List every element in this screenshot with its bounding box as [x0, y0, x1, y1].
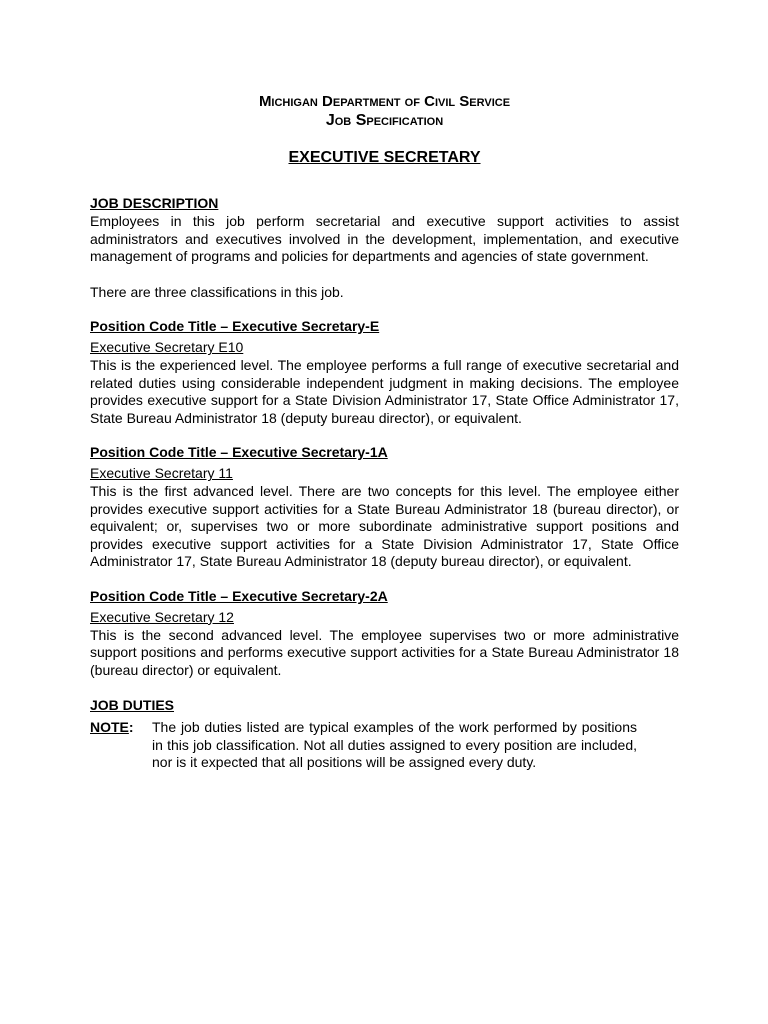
- classifications-paragraph: There are three classifications in this job.: [90, 283, 344, 300]
- note-block: [90, 719, 679, 772]
- position-code-title-1a: Position Code Title – Executive Secretary-1A: [90, 444, 388, 461]
- spec-header: Job Specification: [325, 112, 444, 129]
- note-text: The job duties listed are typical examples of the work performed by positions in this job classification. Not all duties assigned to every position are included, nor is it expected that all positions will be assigned every duty.: [152, 719, 637, 771]
- job-description-paragraph: Employees in this job perform secretarial and executive support activities to assist administrators and executives involved in the development, implementation, and executive management of programs and policies for departments and agencies of state government.: [90, 213, 679, 265]
- level-label-e10: Executive Secretary E10: [90, 339, 244, 356]
- position-code-title-e: Position Code Title – Executive Secretary-E: [90, 318, 380, 335]
- level-description-12: This is the second advanced level. The employee supervises two or more administrative support positions and performs executive support activities for a State Bureau Administrator 18 (bureau director) or equivalent.: [90, 626, 679, 678]
- position-code-title-2a: Position Code Title – Executive Secretary-2A: [90, 587, 388, 604]
- department-header: Michigan Department of Civil Service: [258, 93, 511, 110]
- job-description-heading: JOB DESCRIPTION: [90, 195, 219, 211]
- level-label-12: Executive Secretary 12: [90, 608, 234, 625]
- note-label-wrapper: [90, 719, 152, 772]
- level-description-e10: This is the experienced level. The employee performs a full range of executive secretarial and related duties using considerable independent judgment in making decisions. The employee provides executive support for a State Division Administrator 17, State Office Administrator 17, State Bureau Administrator 18 (deputy bureau director), or equivalent.: [90, 356, 679, 426]
- level-description-11: This is the first advanced level. There are two concepts for this level. The employee either provides executive support activities for a State Bureau Administrator 18 (bureau director), or equivalent; or, supervises two or more subordinate administrative support positions and provides executive support activities for a State Division Administrator 17, State Office Administrator 17, State Bureau Administrator 18 (deputy bureau director), or equivalent.: [90, 482, 679, 570]
- document-page: [90, 92, 679, 772]
- note-colon: :: [128, 719, 134, 736]
- document-title-wrapper: [90, 148, 679, 168]
- document-title: EXECUTIVE SECRETARY: [288, 149, 481, 166]
- level-label-11: Executive Secretary 11: [90, 465, 233, 482]
- job-duties-heading: JOB DUTIES: [90, 697, 175, 714]
- note-label: NOTE: [90, 719, 129, 736]
